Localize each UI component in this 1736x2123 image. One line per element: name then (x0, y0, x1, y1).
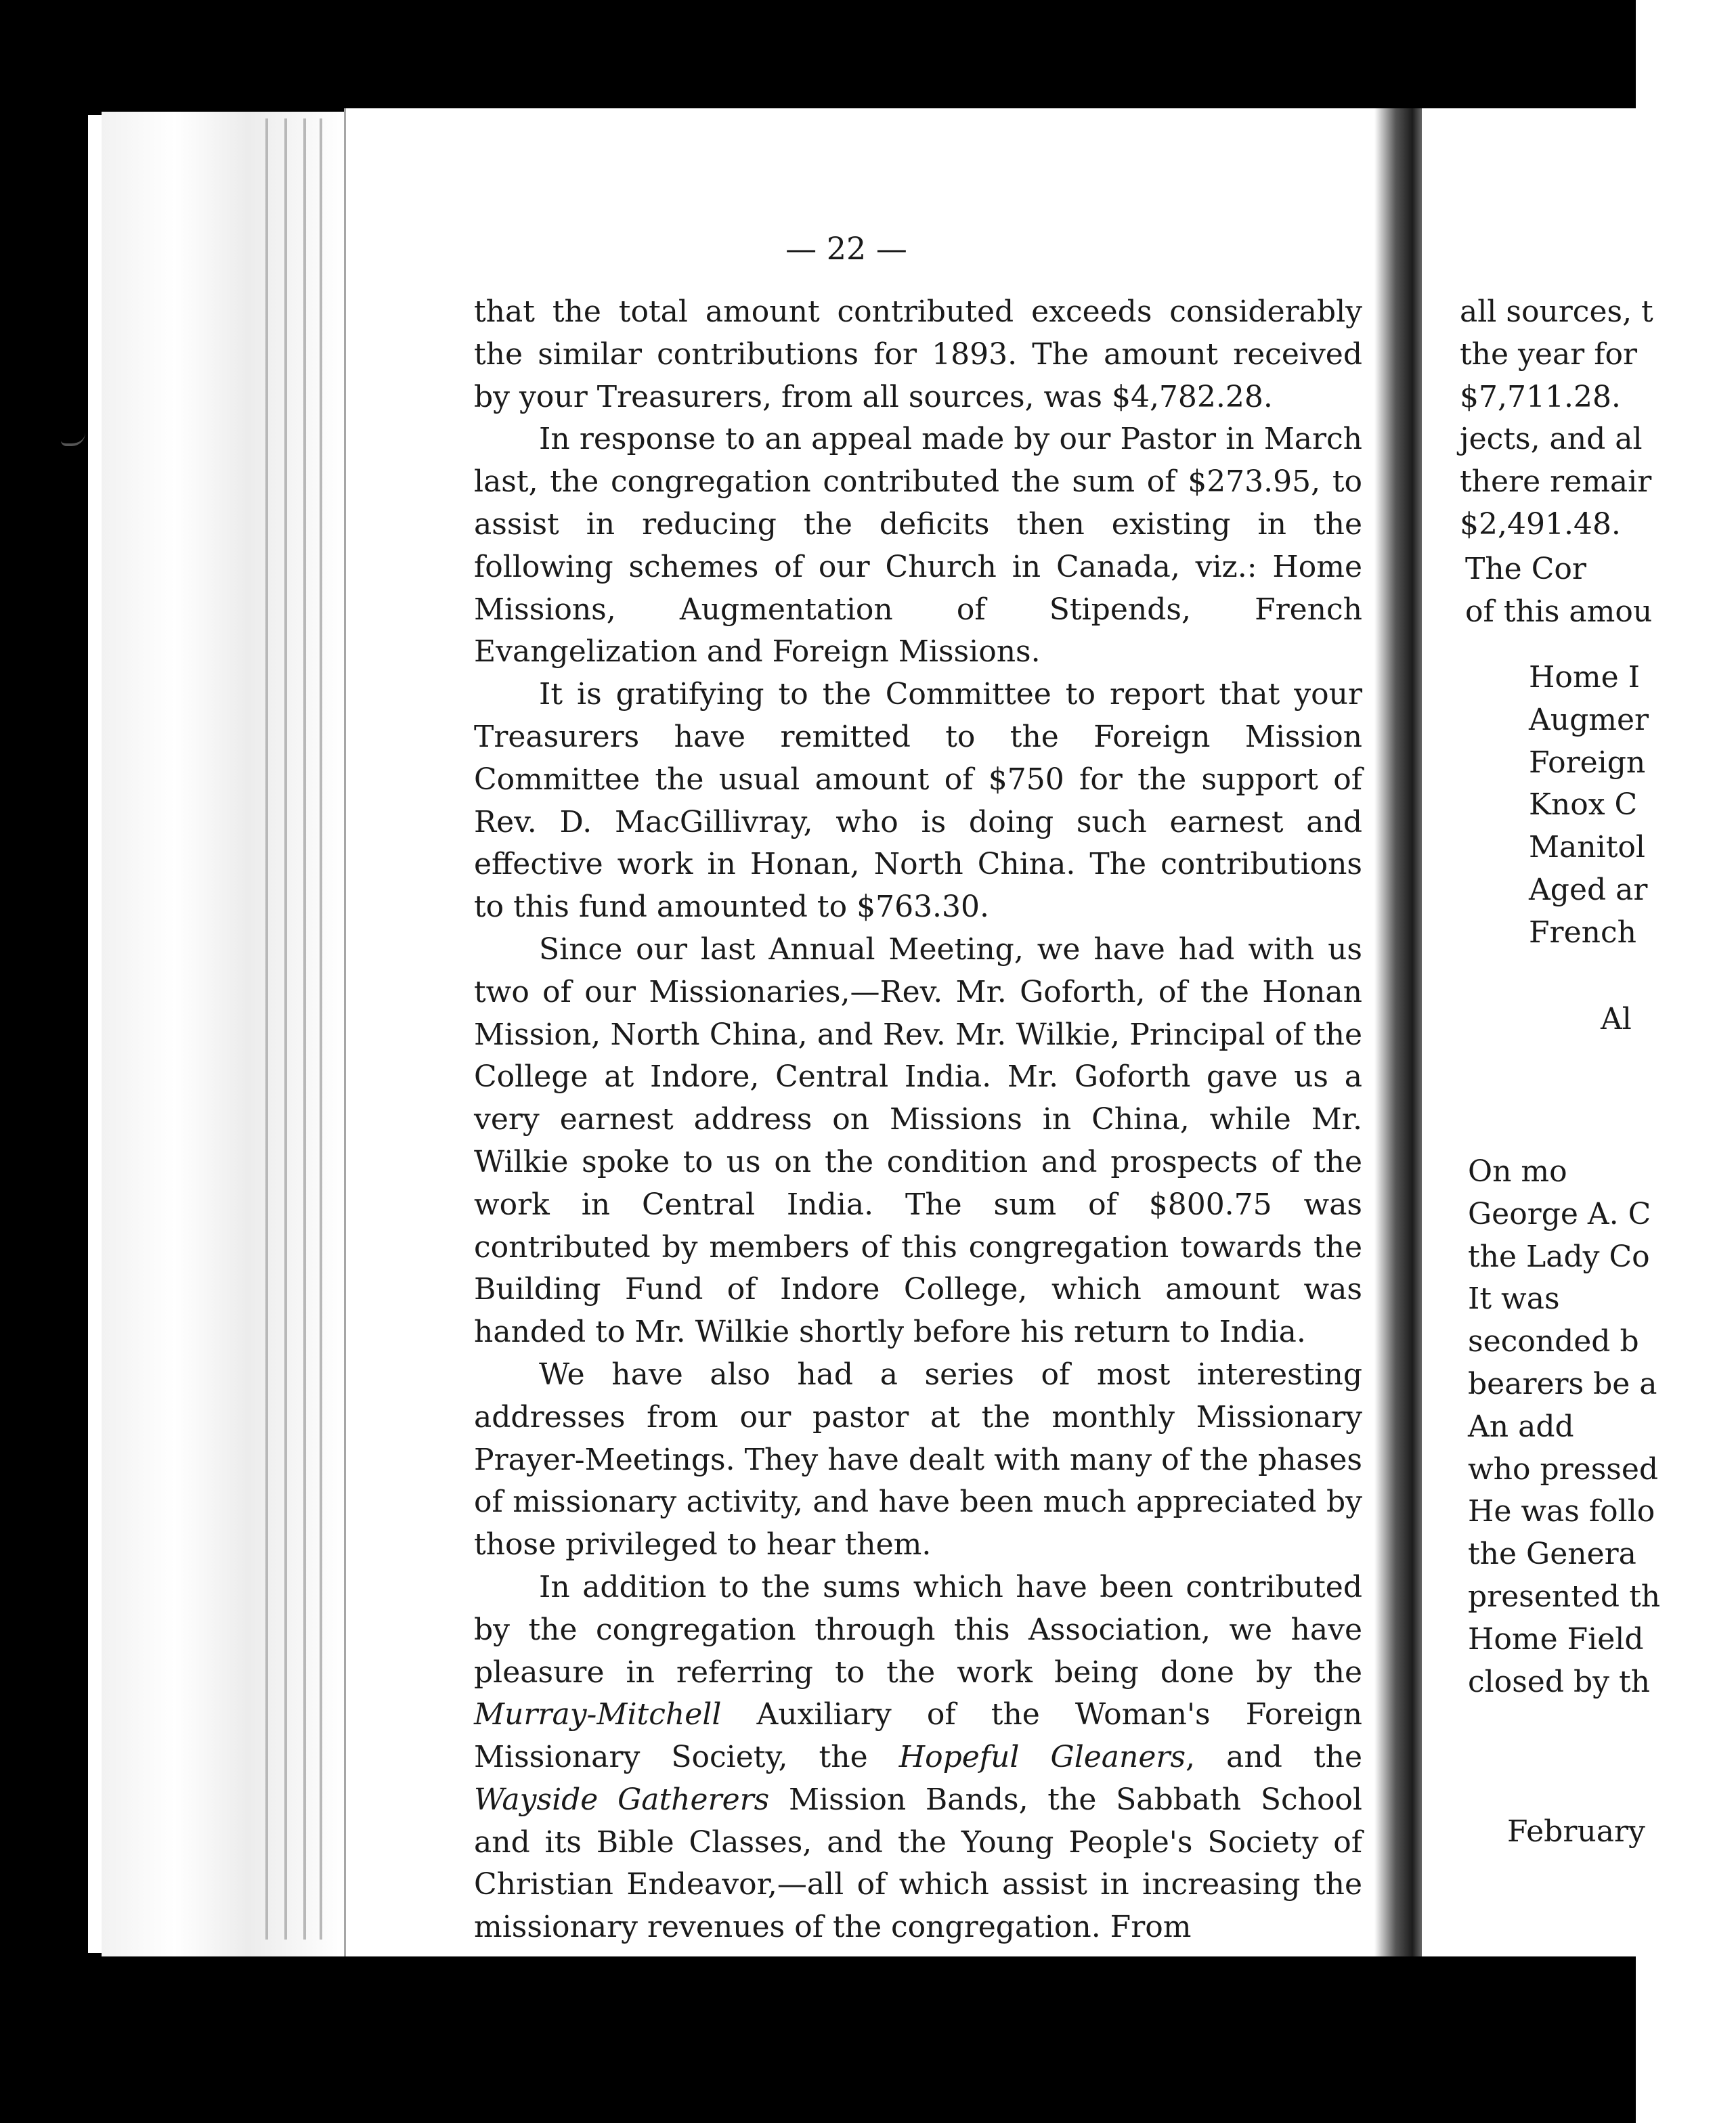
paragraph-text: Mission Bands, the Sabbath School and its Bible Classes, and the Young People's Society of Christian Endeavor,—all of which assist in increasing the missionary revenues of the congregation. From (474, 1782, 1362, 1945)
left-page-text (474, 291, 1362, 1949)
fragment-line: presented th (1468, 1579, 1661, 1614)
fragment-line: bearers be a (1468, 1366, 1657, 1401)
fragment-line: On mo (1468, 1154, 1567, 1189)
fragment-line: Home Field (1468, 1621, 1644, 1657)
fragment-line: the Genera (1468, 1537, 1636, 1572)
paragraph (474, 1354, 1362, 1567)
right-page-table-fragment (1529, 657, 1649, 955)
paragraph (474, 929, 1362, 1354)
fragment-line: $2,491.48. (1460, 506, 1621, 542)
scan-border-bottom (0, 1953, 1636, 2123)
right-page-minutes-lines (1468, 1151, 1660, 1703)
fragment-line: Augmer (1529, 702, 1649, 737)
fragment-line: It was (1468, 1282, 1560, 1317)
italic-name: Murray-Mitchell (474, 1697, 722, 1732)
fragment-line: French (1529, 915, 1636, 950)
right-page-committee-lines (1465, 548, 1736, 634)
fragment-line: there remair (1460, 464, 1652, 500)
paragraph (474, 418, 1362, 674)
page-edge-line (303, 118, 306, 1940)
italic-name: Wayside Gatherers (474, 1782, 770, 1817)
fragment-line: Knox C (1529, 787, 1638, 823)
fragment-line: Foreign (1529, 745, 1646, 780)
scan-border-top (0, 0, 1636, 115)
paragraph-text: Since our last Annual Meeting, we have had with us two of our Missionaries,—Rev. Mr. Goforth, of the Honan Mission, North China, and Rev. Mr. Wilkie, Principal of the College at Indore, Central India. Mr. Goforth gave us a very earnest address on Missions in China, while Mr. Wilkie spoke to us on the condition and prospects of the work in Central India. The sum of $800.75 was contributed by members of this congregation towards the Building Fund of Indore College, which amount was handed to Mr. Wilkie shortly before his return to India. (474, 932, 1362, 1350)
fragment-line: all sources, t (1460, 294, 1653, 329)
page-edge-line (265, 118, 268, 1940)
fragment-line: An add (1468, 1409, 1574, 1444)
fragment-line: Manitol (1529, 830, 1645, 865)
paragraph-text: , and the (1186, 1740, 1362, 1775)
paragraph (474, 674, 1362, 929)
paragraph-text: It is gratifying to the Committee to report that your Treasurers have remitted to the Foreign Mission Committee the usual amount of $750 for the support of Rev. D. MacGillivray, who is doing such earnest and effective work in Honan, North China. The contributions to this fund amounted to $763.30. (474, 677, 1362, 925)
paragraph-text: We have also had a series of most interesting addresses from our pastor at the monthly Missionary Prayer-Meetings. They have dealt with many of the phases of missionary activity, and have been much appreciated by those privileged to hear them. (474, 1357, 1362, 1562)
fragment-line: The Cor (1465, 552, 1586, 586)
fragment-line: George A. C (1468, 1196, 1651, 1231)
right-page-top-lines (1460, 291, 1731, 546)
fragment-line: jects, and al (1460, 422, 1643, 457)
fragment-line: He was follo (1468, 1494, 1655, 1529)
page-number: — 22 — (785, 230, 907, 267)
page-edge-line (320, 118, 322, 1940)
paragraph (474, 291, 1362, 418)
fragment-line: the year for (1460, 336, 1638, 372)
fragment-line: Aged ar (1529, 872, 1648, 907)
fragment-line: Home I (1529, 660, 1640, 695)
paragraph-text: In response to an appeal made by our Pastor in March last, the congregation contributed the sum of $273.95, to assist in reducing the deficits then existing in the following schemes of our Church in Canada, viz.: Home Missions, Augmentation of Stipends, French Evangelization and Foreign Missions. (474, 422, 1362, 670)
page-edge-line (284, 118, 287, 1940)
paragraph (474, 1567, 1362, 1949)
book-page-edges (102, 112, 345, 1956)
paragraph-text: In addition to the sums which have been contributed by the congregation through this Association, we have pleasure in referring to the work being done by the (474, 1569, 1362, 1690)
fragment-line: who pressed (1468, 1451, 1659, 1487)
fragment-line: seconded b (1468, 1324, 1639, 1359)
fragment-line: $7,711.28. (1460, 379, 1621, 414)
fragment-line: of this amou (1465, 594, 1653, 629)
book-gutter (1374, 108, 1422, 1956)
fragment-line: closed by th (1468, 1664, 1651, 1699)
italic-name: Hopeful Gleaners (898, 1740, 1186, 1775)
paragraph-text: that the total amount contributed exceeds considerably the similar contributions for 1893. The amount received by your Treasurers, from all sources, was $4,782.28. (474, 294, 1362, 414)
right-page-heading: Al (1601, 1002, 1632, 1036)
scan-border-left (0, 0, 88, 2123)
right-page-date: February (1507, 1814, 1645, 1849)
fragment-line: the Lady Co (1468, 1239, 1650, 1274)
paragraph-text: Auxiliary of the Woman's Foreign Missionary Society, the (474, 1697, 1362, 1775)
